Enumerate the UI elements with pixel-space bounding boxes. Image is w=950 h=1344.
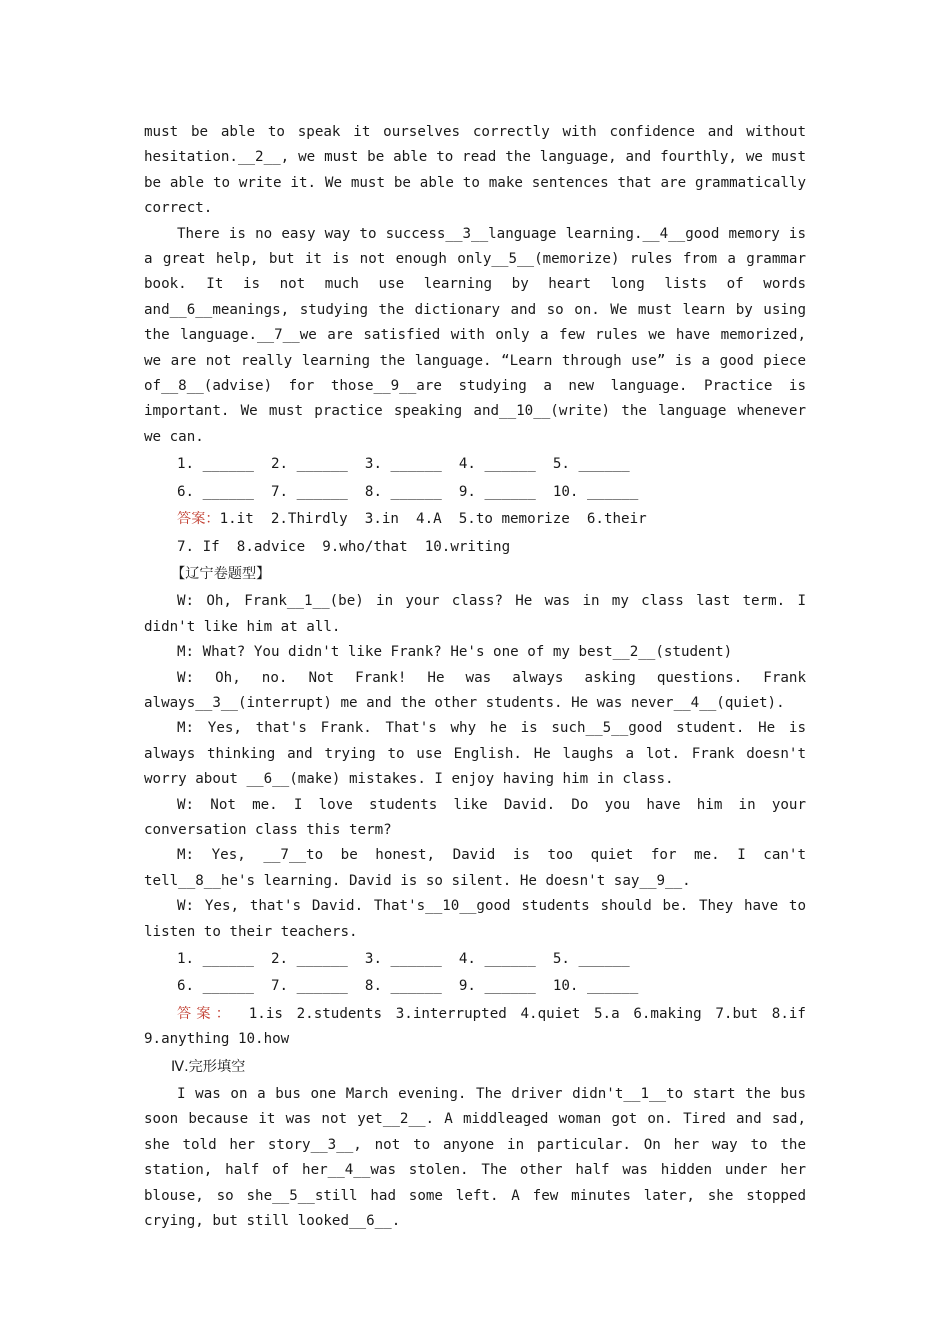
dialogue-line: W: Yes, that's David. That's__10__good students should be. They have to listen to their teachers.	[144, 898, 806, 940]
dialogue-line: M: What? You didn't like Frank? He's one of my best__2__(student)	[177, 644, 733, 661]
passage-paragraph: I was on a bus one March evening. The driver didn't__1__to start the bus soon because it was not yet__2__. A middleaged woman got on. Tired and sad, she told her story__3__, not to anyone in particular. On her way to the station, half of her__4__was stolen. The other half was hidden under her blouse, so she__5__still had some left. A few minutes later, she stopped crying, but still looked__6__.	[144, 1086, 806, 1230]
passage-paragraph: must be able to speak it ourselves correctly with confidence and without hesitation.__2__, we must be able to read the language, and fourthly, we must be able to write it. We must be able to make sentences that are grammatically correct.	[144, 124, 806, 217]
section-heading: 【辽宁卷题型】	[171, 565, 271, 582]
answer-text: 1.is 2.students 3.interrupted 4.quiet 5.a 6.making 7.but 8.if 9.anything 10.how	[144, 1005, 806, 1048]
answer-key	[144, 507, 806, 532]
answer-label: 答案：	[177, 511, 220, 528]
answer-text: 1.it 2.Thirdly 3.in 4.A 5.to memorize 6.their	[219, 511, 647, 528]
answer-key	[144, 1002, 806, 1053]
document-page	[144, 120, 806, 1234]
dialogue-line: W: Oh, Frank__1__(be) in your class? He was in my class last term. I didn't like him at all.	[144, 593, 806, 635]
answer-blanks-row: 6. ______ 7. ______ 8. ______ 9. ______ 10. ______	[177, 978, 639, 995]
dialogue-line: W: Not me. I love students like David. Do you have him in your conversation class this term?	[144, 796, 806, 838]
section-heading: Ⅳ.完形填空	[171, 1058, 246, 1075]
answer-blanks-row: 6. ______ 7. ______ 8. ______ 9. ______ 10. ______	[177, 483, 639, 500]
dialogue-line: W: Oh, no. Not Frank! He was always asking questions. Frank always__3__(interrupt) me and the other students. He was never__4__(quiet).	[144, 669, 806, 711]
passage-paragraph: There is no easy way to success__3__language learning.__4__good memory is a great help, but it is not enough only__5__(memorize) rules from a grammar book. It is not much use learning by heart long lists of words and__6__meanings, studying the dictionary and so on. We must learn by using the language.__7__we are satisfied with only a few rules we have memorized, we are not really learning the language. “Learn through use” is a good piece of__8__(advise) for those__9__are studying a new language. Practice is important. We must practice speaking and__10__(write) the language whenever we can.	[144, 225, 806, 445]
dialogue-line: M: Yes, __7__to be honest, David is too quiet for me. I can't tell__8__he's learning. David is so silent. He doesn't say__9__.	[144, 847, 806, 889]
dialogue-line: M: Yes, that's Frank. That's why he is such__5__good student. He is always thinking and trying to use English. He laughs a lot. Frank doesn't worry about __6__(make) mistakes. I enjoy having him in class.	[144, 720, 806, 788]
answer-text-cont: 7. If 8.advice 9.who/that 10.writing	[177, 538, 511, 555]
answer-blanks-row: 1. ______ 2. ______ 3. ______ 4. ______ 5. ______	[177, 951, 630, 967]
answer-blanks-row: 1. ______ 2. ______ 3. ______ 4. ______ 5. ______	[177, 456, 630, 473]
answer-label: 答案：	[177, 1005, 236, 1022]
